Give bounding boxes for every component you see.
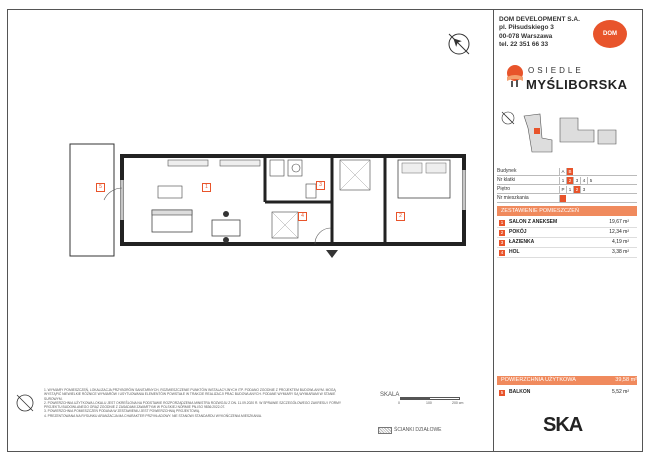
plan-label-bedroom: 2 — [396, 212, 405, 221]
room-name: POKÓJ — [509, 229, 527, 235]
compass-small-icon — [14, 392, 36, 414]
staircase-label: Nr klatki — [497, 177, 516, 183]
apartment-row — [497, 194, 637, 203]
project-name: MYŚLIBORSKA — [526, 77, 628, 92]
room-row — [497, 238, 637, 248]
staircase-cell: 5 — [587, 177, 594, 184]
floor-cell: 1 — [566, 186, 573, 193]
note-item: 1. WYMIARY POMIESZCZEŃ, LOKALIZACJA PRZYBORÓW SANITARNYCH, ROZMIESZCZENIE PUNKTÓW INSTALACYJNYCH ITP. PODANO ZGODNIE Z PROJEKTEM BUDOWLANYM. MOGĄ WYSTĄPIĆ NIEWIELKIE RÓŻNICE WYMIARÓW I USYTUOWANIA ELEMENTÓW POWSTAŁE W TRAKCIE REALIZACJI PRAC BUDOWLANYCH. PODANE WYMIARY SĄ WYMIARAMI W STANIE SUROWYM. — [44, 388, 336, 401]
scale-tick: 100 — [426, 401, 432, 405]
room-name: SALON Z ANEKSEM — [509, 219, 558, 225]
total-area-label: POWIERZCHNIA UŻYTKOWA — [501, 377, 576, 383]
compass-icon — [445, 30, 473, 58]
room-number: 1 — [500, 219, 504, 225]
floor-cell: 3 — [580, 186, 587, 193]
staircase-cell: 3 — [573, 177, 580, 184]
room-name: HOL — [509, 249, 520, 255]
company-city: 00-078 Warszawa — [499, 32, 553, 40]
company-phone: tel. 22 351 66 33 — [499, 40, 549, 48]
ska-logo: SKA — [543, 414, 583, 436]
balcony-row — [497, 388, 637, 397]
rooms-header: ZESTAWIENIE POMIESZCZEŃ — [497, 206, 637, 216]
staircase-row — [497, 176, 637, 185]
room-area: 3,38 m² — [612, 249, 629, 255]
plan-label-balcony: 5 — [96, 183, 105, 192]
scale-tick: 200 cm — [452, 401, 464, 405]
staircase-cell: 2 — [566, 177, 573, 184]
apartment-cell — [559, 195, 566, 202]
staircase-cell: 4 — [580, 177, 587, 184]
note-item: 3. POWIERZCHNIA POMIESZCZEŃ PODANA W ZESTAWIENIU JEST POWIERZCHNIĄ PROJEKTOWĄ. — [44, 409, 200, 414]
scale-tick: 0 — [398, 401, 400, 405]
scale-bar — [400, 397, 460, 400]
balcony-name: BALKON — [509, 389, 531, 395]
floor-plan — [60, 140, 480, 260]
room-row — [497, 248, 637, 258]
floor-cell: P — [559, 186, 566, 193]
panel-divider — [493, 9, 494, 452]
total-area-value: 39,58 m² — [615, 377, 637, 383]
room-area: 12,34 m² — [609, 229, 629, 235]
floor-label: Piętro — [497, 186, 511, 192]
staircase-cell: 1 — [559, 177, 566, 184]
company-street: pl. Piłsudskiego 3 — [499, 24, 554, 32]
total-area-bar — [497, 376, 637, 385]
room-area: 4,19 m² — [612, 239, 629, 245]
scale-label: SKALA — [380, 392, 400, 398]
key-plan — [498, 108, 636, 160]
note-item: 2. POWIERZCHNIA UŻYTKOWA LOKALU JEST OKREŚLONA NA PODSTAWIE ROZPORZĄDZENIA MINISTRA ROZWOJU Z DN. 11.09.2020 R. W SPRAWIE SZCZEGÓŁOWEGO ZAKRESU I FORMY PROJEKTU BUDOWLANEGO ORAZ ZGODNIE Z ZASADAMI ZAWARTYMI W POLSKIEJ NORMIE PN-ISO 9836:2022-07. — [44, 400, 342, 410]
room-number: 2 — [500, 229, 504, 235]
room-number: 4 — [500, 249, 504, 255]
building-row — [497, 167, 637, 176]
building-cell: A — [559, 168, 566, 175]
room-row — [497, 218, 637, 228]
balcony-area: 5,52 m² — [612, 389, 629, 395]
room-area: 19,67 m² — [609, 219, 629, 225]
legend-swatch — [378, 427, 392, 434]
building-label: Budynek — [497, 168, 517, 174]
room-number: 3 — [500, 239, 504, 245]
room-row — [497, 228, 637, 238]
location-table — [497, 167, 637, 203]
plan-label-bathroom: 3 — [316, 181, 325, 190]
project-subtitle: OSIEDLE — [528, 66, 584, 75]
plan-label-living: 1 — [202, 183, 211, 192]
dom-logo: DOM — [593, 20, 627, 48]
floor-cell: 2 — [573, 186, 580, 193]
notes — [44, 388, 350, 418]
company-info — [499, 16, 580, 49]
floor-row — [497, 185, 637, 194]
building-cell: B — [566, 168, 573, 175]
legend-walls: ŚCIANKI DZIAŁOWE — [394, 427, 442, 433]
room-name: ŁAZIENKA — [509, 239, 535, 245]
sun-logo-icon — [505, 63, 525, 87]
balcony-number: 5 — [500, 389, 504, 395]
note-item: 4. PREZENTOWANA NA RYSUNKU ARANŻACJA MA CHARAKTER PRZYKŁADOWY. NIE STANOWI STANDARDU WYKOŃCZENIA MIESZKANIA. — [44, 413, 262, 418]
company-name: DOM DEVELOPMENT S.A. — [499, 16, 580, 23]
apartment-label: Nr mieszkania — [497, 195, 529, 201]
plan-label-hall: 4 — [298, 212, 307, 221]
